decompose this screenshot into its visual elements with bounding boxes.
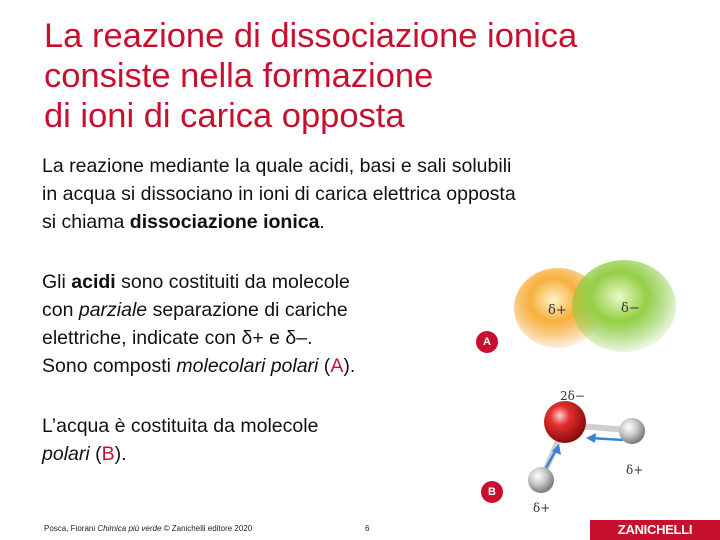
acids-line-2-prefix: con	[42, 299, 79, 321]
definition-paragraph	[42, 152, 702, 236]
upper-h-charge-label: δ+	[626, 463, 644, 477]
title-line-2: consiste nella formazione	[44, 57, 434, 95]
acids-paragraph	[42, 268, 482, 380]
term-polari: polari	[42, 443, 90, 465]
water-line-2	[42, 440, 482, 468]
term-acidi: acidi	[71, 271, 116, 293]
hydrogen-atom-lower	[528, 467, 554, 493]
water-paragraph	[42, 412, 482, 468]
acids-line-1-prefix: Gli	[42, 271, 72, 293]
footer-publisher: © Zanichelli editore 2020	[161, 524, 253, 533]
definition-line-3	[42, 208, 702, 236]
definition-line-1: La reazione mediante la quale acidi, basi e sali solubili	[42, 155, 512, 177]
polar-molecule-figure	[506, 258, 686, 358]
acids-line-2	[42, 296, 482, 324]
definition-line-3-suffix: .	[319, 211, 325, 233]
acids-line-2-suffix: separazione di cariche	[147, 299, 348, 321]
oxygen-atom	[544, 401, 586, 443]
lower-h-charge-label: δ+	[533, 501, 551, 515]
figure-ref-a: A	[330, 355, 344, 377]
term-dissociazione-ionica: dissociazione ionica	[129, 211, 320, 233]
acids-line-4-close: ).	[343, 355, 356, 377]
dipole-arrowhead-upper	[586, 433, 596, 443]
acids-line-4-prefix: Sono composti	[42, 355, 177, 377]
acids-line-4-open: (	[318, 355, 331, 377]
acids-line-1	[42, 268, 482, 296]
water-molecule-figure	[520, 380, 690, 520]
acids-line-1-suffix: sono costituiti da molecole	[115, 271, 350, 293]
figure-a-badge: A	[476, 331, 498, 353]
delta-minus-label: δ−	[621, 301, 640, 316]
slide-title	[44, 16, 704, 136]
oxygen-charge-label: 2δ−	[560, 389, 585, 403]
footer-book-title: Chimica più verde	[97, 524, 162, 533]
term-molecolari-polari: molecolari polari	[176, 355, 319, 377]
figure-ref-b: B	[101, 443, 115, 465]
delta-plus-label: δ+	[548, 303, 567, 318]
title-line-3: di ioni di carica opposta	[44, 97, 405, 135]
term-parziale: parziale	[78, 299, 148, 321]
definition-line-3-prefix: si chiama	[42, 211, 130, 233]
water-line-2-open: (	[89, 443, 102, 465]
acids-line-3: elettriche, indicate con δ+ e δ–.	[42, 327, 313, 349]
page-number: 6	[365, 524, 370, 533]
water-line-1: L’acqua è costituita da molecole	[42, 415, 319, 437]
acids-line-4	[42, 352, 482, 380]
footer-credits	[44, 524, 252, 533]
hydrogen-atom-upper	[619, 418, 645, 444]
definition-line-2: in acqua si dissociano in ioni di carica elettrica opposta	[42, 183, 516, 205]
water-line-2-close: ).	[114, 443, 127, 465]
figure-b-badge: B	[481, 481, 503, 503]
title-line-1: La reazione di dissociazione ionica	[44, 17, 578, 55]
publisher-logo: ZANICHELLI	[590, 520, 720, 540]
footer-authors: Posca, Fiorani	[44, 524, 98, 533]
